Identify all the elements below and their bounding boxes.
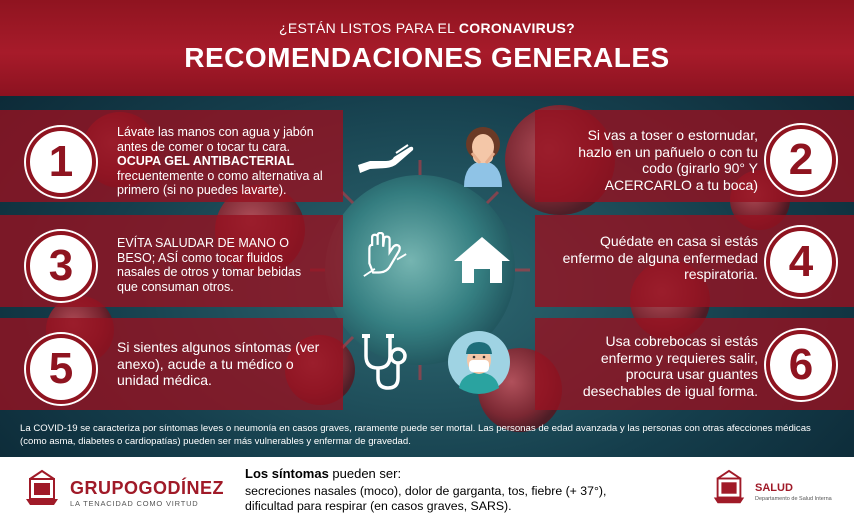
brand-tagline: LA TENACIDAD COMO VIRTUD (70, 499, 199, 508)
sneezing-person-icon (458, 123, 508, 187)
number-badge-2: 2 (766, 125, 836, 195)
doctor-mask-icon (447, 330, 511, 394)
salud-label: SALUD (755, 482, 793, 494)
recommendation-2-text: Si vas a toser o estornudar, hazlo en un pañuelo o con tu codo (girarlo 90° Y ACERCARLO a tu boca) (578, 127, 758, 193)
recommendation-3-text: EVÍTA SALUDAR DE MANO O BESO; ASÍ como tocar fluidos nasales de otros y tomar bebidas que consuman otros. (117, 236, 302, 294)
recommendation-1-part-c: frecuentemente o como alternativa al primero (si no puedes lavarte). (117, 168, 323, 197)
symptoms-title (245, 466, 401, 481)
salud-logo (710, 469, 748, 507)
handshake-icon (362, 232, 408, 278)
kicker-highlight: CORONAVIRUS? (458, 20, 575, 36)
number-badge-5: 5 (26, 334, 96, 404)
number-badge-4: 4 (766, 227, 836, 297)
stethoscope-icon (360, 332, 408, 392)
recommendation-1-emphasis: OCUPA GEL ANTIBACTERIAL (117, 154, 295, 168)
recommendation-5-text: Si sientes algunos síntomas (ver anexo), acude a tu médico o unidad médica. (117, 339, 320, 388)
recommendation-4-text: Quédate en casa si estás enfermo de alguna enfermedad respiratoria. (562, 233, 758, 282)
number-badge-3: 3 (26, 231, 96, 301)
recommendation-1-part-a: Lávate las manos con agua y jabón antes de comer o tocar tu cara. (117, 125, 314, 154)
number-badge-6: 6 (766, 330, 836, 400)
department-label: Departamento de Salud Interna (755, 496, 832, 502)
footnote: La COVID-19 se caracteriza por síntomas leves o neumonía en casos graves, raramente puede ser mortal. Las personas de edad avanzada y las personas con otras afecciones médicas (como asma, diabetes o cardiopatías) pueden ser más vulnerables y enfermar de gravedad. (20, 423, 811, 447)
kicker-prefix: ¿ESTÁN LISTOS PARA EL (279, 20, 459, 36)
grupo-godinez-logo (22, 469, 62, 509)
number-badge-1: 1 (26, 127, 96, 197)
kicker (0, 20, 854, 36)
symptoms-text: secreciones nasales (moco), dolor de garganta, tos, fiebre (+ 37°), dificultad para respirar (en casos graves, SARS). (245, 484, 607, 513)
page-title: RECOMENDACIONES GENERALES (184, 42, 670, 73)
recommendation-6-text: Usa cobrebocas si estás enfermo y requieres salir, procura usar guantes desechables de igual forma. (582, 333, 758, 399)
symptoms-title-bold: Los síntomas (245, 466, 329, 481)
house-icon (452, 235, 512, 285)
symptoms-title-suffix: pueden ser: (328, 466, 402, 481)
hand-gel-icon (356, 143, 416, 173)
footer (0, 457, 854, 523)
recommendation-1-text (117, 125, 332, 198)
brand-name: GRUPOGODÍNEZ (70, 478, 225, 498)
